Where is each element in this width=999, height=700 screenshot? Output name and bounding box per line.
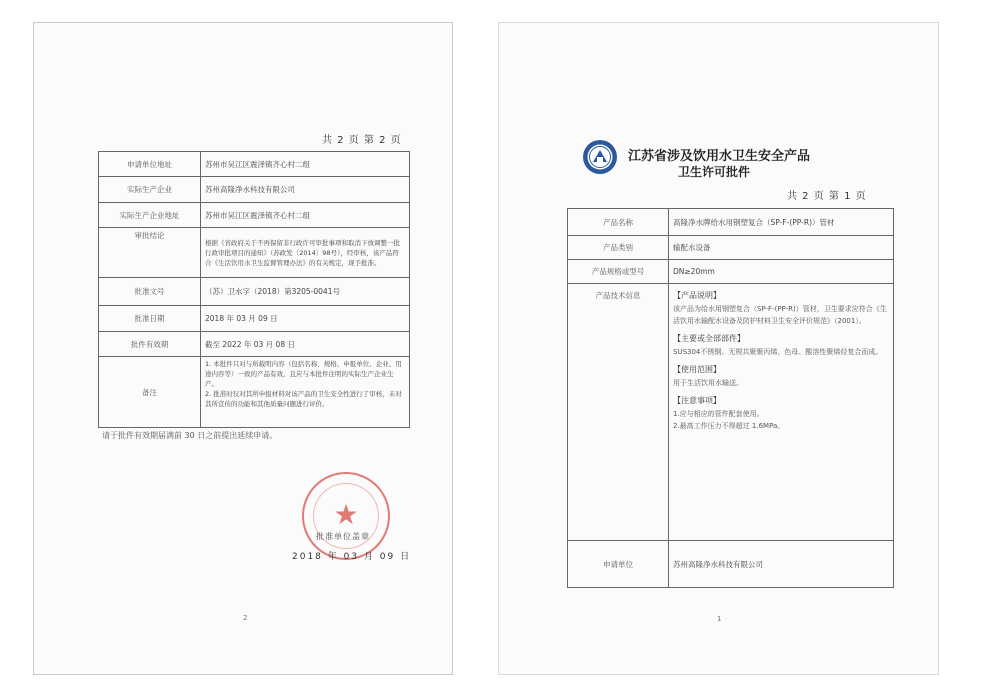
section-heading: 【产品说明】 — [673, 291, 721, 300]
field-label: 审批结论 — [99, 228, 201, 278]
field-label: 批件有效期 — [99, 332, 201, 357]
field-value: DN≥20mm — [669, 260, 894, 284]
section-text: SUS304不锈钢、无规共聚聚丙烯、色母、酸溶性聚烯烃复合而成。 — [673, 348, 883, 356]
field-value: 根据《省政府关于不再保留非行政许可审批事项和取消下放调整一批行政审批项目的通知》（苏政发〔2014〕98号），经审核，该产品符合《生活饮用水卫生监督管理办法》的有关规定，现予批准。 — [201, 228, 410, 278]
table-row — [99, 306, 410, 332]
table-row — [568, 236, 894, 260]
seal-label: 批准单位盖章 — [316, 532, 370, 541]
field-label: 批准文号 — [99, 278, 201, 306]
page-number: 1 — [717, 615, 722, 623]
field-label: 批准日期 — [99, 306, 201, 332]
field-value: 苏州市吴江区震泽镇齐心村二组 — [201, 203, 410, 228]
field-value: （苏）卫水字（2018）第3205-0041号 — [201, 278, 410, 306]
field-value: 高隆净水牌给水用钢塑复合（SP-F-(PP-R)）管材 — [669, 209, 894, 236]
field-value: 苏州高隆净水科技有限公司 — [669, 541, 894, 588]
table-row — [99, 228, 410, 278]
table-row — [99, 203, 410, 228]
star-icon: ★ — [333, 498, 359, 531]
field-label: 申请单位地址 — [99, 152, 201, 177]
table-row — [568, 284, 894, 541]
section-text: 该产品为给水用钢塑复合（SP-F-(PP-R)）管材，卫生要求应符合《生活饮用水输配水设备及防护材料卫生安全评价规范》（2001）。 — [673, 305, 887, 325]
field-value: 苏州市吴江区震泽镇齐心村二组 — [201, 152, 410, 177]
field-label: 产品规格或型号 — [568, 260, 669, 284]
health-emblem-icon — [582, 139, 618, 175]
approval-table — [98, 151, 410, 428]
page-count: 共 2 页 第 1 页 — [787, 191, 867, 202]
section-text: 用于生活饮用水输送。 — [673, 379, 743, 387]
table-row — [568, 260, 894, 284]
official-seal — [302, 472, 390, 560]
license-table — [567, 208, 894, 588]
page-count: 共 2 页 第 2 页 — [322, 135, 402, 146]
table-row — [99, 278, 410, 306]
section-text: 1.应与相应的管件配套使用。 2.最高工作压力不得超过 1.6MPa。 — [673, 410, 785, 430]
table-row — [568, 541, 894, 588]
table-row — [99, 177, 410, 203]
section-heading: 【主要或全部部件】 — [673, 334, 745, 343]
field-value: 输配水设备 — [669, 236, 894, 260]
field-label: 产品技术信息 — [568, 284, 669, 541]
field-label: 产品类别 — [568, 236, 669, 260]
field-value: 苏州高隆净水科技有限公司 — [201, 177, 410, 203]
field-label: 实际生产企业 — [99, 177, 201, 203]
field-value: 截至 2022 年 03 月 08 日 — [201, 332, 410, 357]
note-item: 2. 批准时仅对其所申报材料对该产品的卫生安全性进行了审核，未对其所宣传的功能和其他质量问题进行评价。 — [205, 390, 402, 408]
field-label: 申请单位 — [568, 541, 669, 588]
renewal-note: 请于批件有效期届满前 30 日之前提出延续申请。 — [102, 431, 278, 440]
table-row — [568, 209, 894, 236]
tech-info-cell — [669, 284, 894, 541]
field-label: 实际生产企业地址 — [99, 203, 201, 228]
issue-date: 2018 年 03 月 09 日 — [292, 552, 412, 562]
table-row — [99, 332, 410, 357]
section-heading: 【使用范围】 — [673, 365, 721, 374]
page-number: 2 — [243, 614, 248, 622]
table-row — [99, 357, 410, 428]
notes-cell — [201, 357, 410, 428]
field-label: 产品名称 — [568, 209, 669, 236]
field-label: 备注 — [99, 357, 201, 428]
note-item: 1. 本批件只对与所载明内容（包括名称、规格、申报单位、企业、用途内容等）一致的产品有效，且应与本批件注明的实际生产企业生产。 — [205, 360, 402, 388]
table-row — [99, 152, 410, 177]
section-heading: 【注意事项】 — [673, 396, 721, 405]
document-title: 江苏省涉及饮用水卫生安全产品 — [628, 149, 811, 164]
document-subtitle: 卫生许可批件 — [678, 165, 751, 179]
field-value: 2018 年 03 月 09 日 — [201, 306, 410, 332]
